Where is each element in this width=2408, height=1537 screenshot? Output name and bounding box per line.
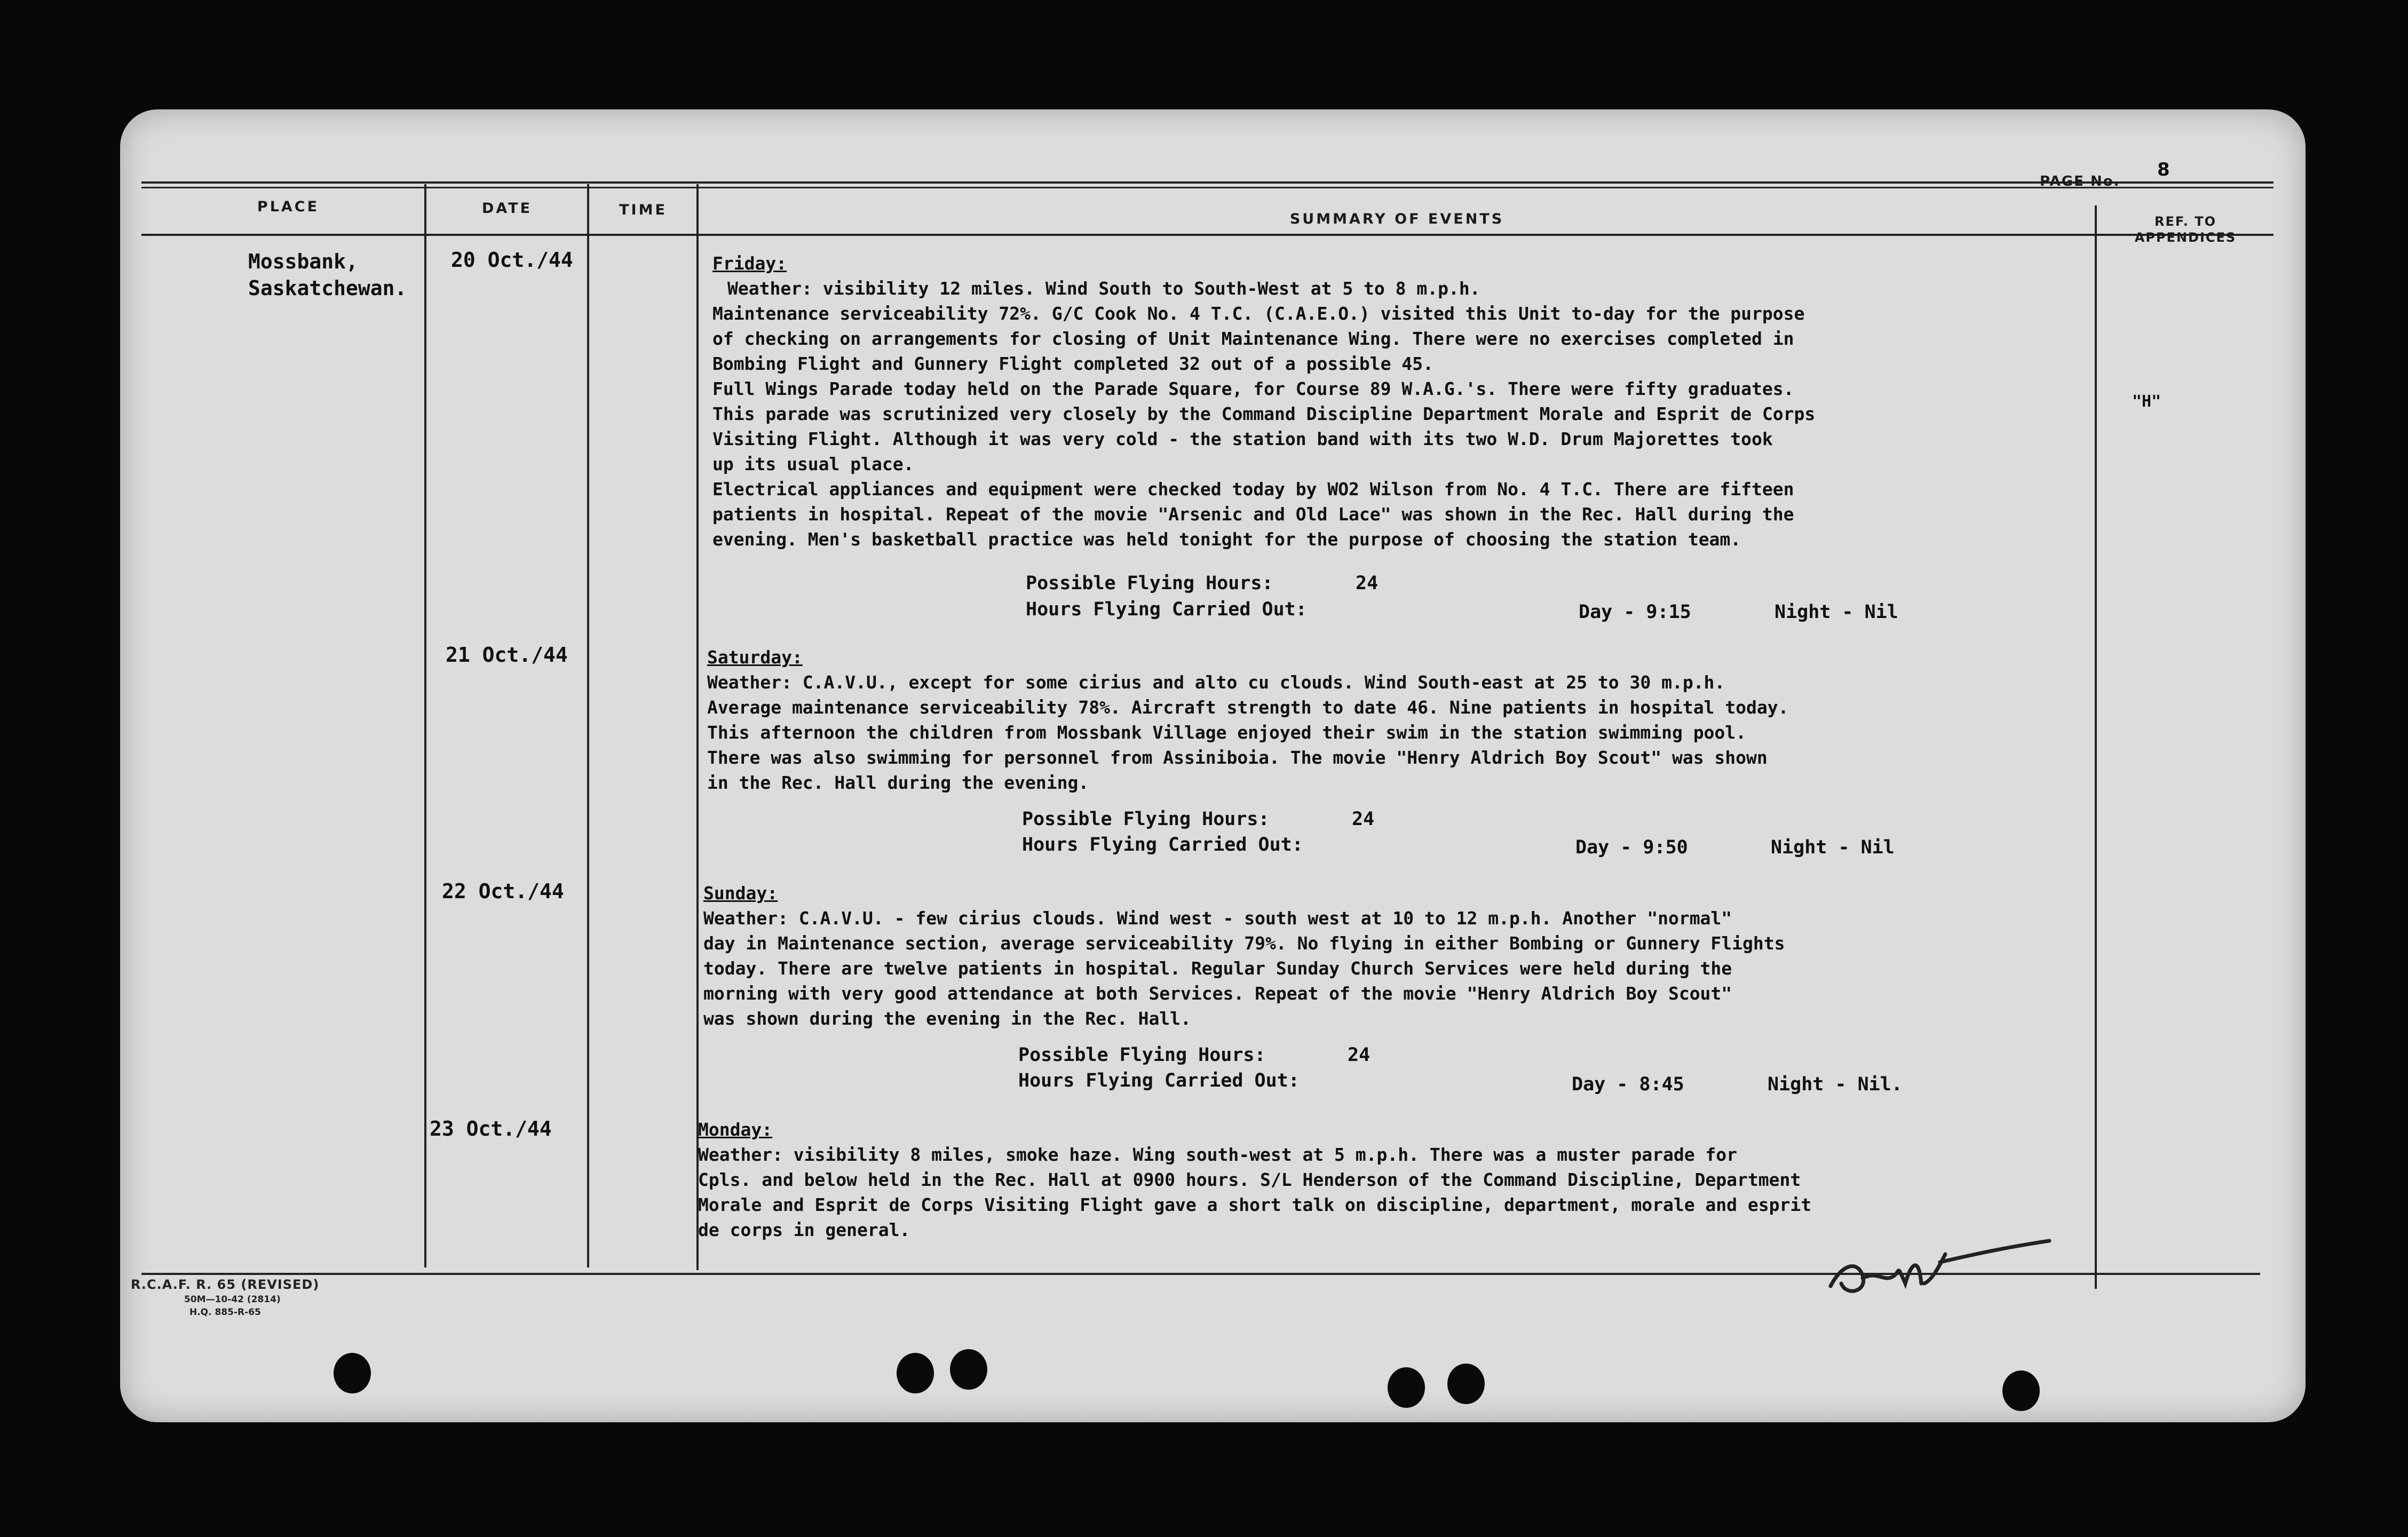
entry-line: day in Maintenance section, average serviceability 79%. No flying in either Bombing or Gunnery Flights	[703, 933, 1785, 954]
form-number-line-1: R.C.A.F. R. 65 (REVISED)	[131, 1277, 320, 1292]
entry-line: Maintenance serviceability 72%. G/C Cook No. 4 T.C. (C.A.E.O.) visited this Unit to-day for the purpose	[712, 303, 1805, 324]
header-top-rule-2	[141, 187, 2274, 188]
date-entry: 21 Oct./44	[446, 643, 568, 667]
night-hours: Night - Nil.	[1768, 1074, 1903, 1095]
day-heading: Saturday:	[707, 647, 803, 668]
time-summary-divider	[696, 184, 699, 1270]
possible-flying-hours-label: Possible Flying Hours:	[1018, 1044, 1266, 1066]
summary-entry-monday	[698, 1117, 2086, 1242]
place-entry	[248, 248, 407, 302]
possible-flying-hours-value: 24	[1356, 573, 1379, 594]
place-line-1: Mossbank,	[248, 250, 358, 273]
possible-flying-hours-value: 24	[1352, 809, 1375, 830]
entry-line: Morale and Esprit de Corps Visiting Flight gave a short talk on discipline, department, morale and esprit	[698, 1194, 1812, 1215]
night-hours: Night - Nil	[1775, 601, 1898, 623]
possible-flying-hours-value: 24	[1348, 1044, 1371, 1066]
summary-entry-sunday	[703, 881, 2091, 1031]
binder-hole	[1388, 1367, 1425, 1408]
hours-carried-out-label: Hours Flying Carried Out:	[1026, 599, 1307, 620]
date-entry: 22 Oct./44	[442, 880, 564, 903]
day-hours: Day - 8:45	[1572, 1074, 1684, 1095]
entry-line: today. There are twelve patients in hospital. Regular Sunday Church Services were held during the	[703, 958, 1732, 979]
place-date-divider	[424, 184, 426, 1267]
binder-hole	[1447, 1364, 1485, 1404]
page-number-label: PAGE No.	[2040, 173, 2120, 189]
entry-line: morning with very good attendance at both Services. Repeat of the movie "Henry Aldrich Boy Scout"	[703, 983, 1732, 1004]
possible-flying-hours-label: Possible Flying Hours:	[1026, 573, 1273, 594]
possible-flying-hours-label: Possible Flying Hours:	[1022, 809, 1270, 830]
entry-line: Full Wings Parade today held on the Parade Square, for Course 89 W.A.G.'s. There were fifty graduates.	[712, 378, 1794, 399]
binder-hole	[950, 1349, 987, 1390]
entry-line: Bombing Flight and Gunnery Flight completed 32 out of a possible 45.	[712, 353, 1434, 374]
header-bottom-rule	[141, 234, 2274, 236]
date-entry: 23 Oct./44	[430, 1117, 552, 1140]
day-heading: Sunday:	[703, 883, 778, 904]
hours-carried-out-label: Hours Flying Carried Out:	[1022, 834, 1303, 855]
summary-entry-saturday	[707, 645, 2095, 795]
binder-hole	[334, 1353, 371, 1393]
day-hours: Day - 9:50	[1575, 837, 1688, 858]
page-number: 8	[2157, 159, 2170, 180]
summary-entry-friday	[712, 251, 2100, 552]
form-number-line-3: H.Q. 885-R-65	[189, 1307, 261, 1318]
signature-mark	[1825, 1233, 2060, 1308]
entry-line: This afternoon the children from Mossbank Village enjoyed their swim in the station swimming pool.	[707, 722, 1747, 743]
day-hours: Day - 9:15	[1579, 601, 1691, 623]
day-heading: Monday:	[698, 1119, 773, 1140]
day-heading: Friday:	[712, 253, 787, 274]
entry-line: Cpls. and below held in the Rec. Hall at 0900 hours. S/L Henderson of the Command Discipline, Department	[698, 1169, 1801, 1190]
entry-line: There was also swimming for personnel from Assiniboia. The movie "Henry Aldrich Boy Scout" was shown	[707, 747, 1768, 768]
entry-line: Visiting Flight. Although it was very cold - the station band with its two W.D. Drum Majorettes took	[712, 429, 1773, 449]
column-header-time: TIME	[619, 202, 667, 218]
column-header-ref: REF. TO APPENDICES	[2134, 214, 2237, 245]
entry-line: was shown during the evening in the Rec. Hall.	[703, 1008, 1191, 1029]
form-number-line-2: 50M—10-42 (2814)	[184, 1294, 281, 1305]
column-header-place: PLACE	[257, 199, 320, 215]
header-top-rule	[141, 181, 2274, 184]
entry-line: Weather: C.A.V.U. - few cirius clouds. Wind west - south west at 10 to 12 m.p.h. Another "normal"	[703, 908, 1732, 929]
entry-line: de corps in general.	[698, 1219, 910, 1240]
column-header-summary: SUMMARY OF EVENTS	[1289, 211, 1504, 227]
entry-line: Electrical appliances and equipment were checked today by WO2 Wilson from No. 4 T.C. There are fifteen	[712, 479, 1794, 500]
entry-line: in the Rec. Hall during the evening.	[707, 772, 1089, 793]
entry-line: This parade was scrutinized very closely by the Command Discipline Department Morale and Esprit de Corps	[712, 403, 1816, 424]
date-time-divider	[587, 184, 589, 1267]
night-hours: Night - Nil	[1771, 837, 1895, 858]
binder-hole	[897, 1353, 934, 1393]
appendix-reference: "H"	[2132, 392, 2161, 411]
entry-line: of checking on arrangements for closing of Unit Maintenance Wing. There were no exercises completed in	[712, 328, 1794, 349]
entry-line: Average maintenance serviceability 78%. Aircraft strength to date 46. Nine patients in hospital today.	[707, 697, 1789, 718]
place-line-2: Saskatchewan.	[248, 276, 407, 300]
binder-hole	[2002, 1370, 2040, 1411]
entry-line: Weather: visibility 8 miles, smoke haze. Wing south-west at 5 m.p.h. There was a muster parade for	[698, 1144, 1738, 1165]
column-header-date: DATE	[481, 200, 533, 217]
entry-line: evening. Men's basketball practice was held tonight for the purpose of choosing the station team.	[712, 529, 1741, 550]
form-number	[131, 1277, 319, 1318]
date-entry: 20 Oct./44	[451, 248, 573, 272]
entry-line: up its usual place.	[712, 454, 914, 474]
entry-line: patients in hospital. Repeat of the movie "Arsenic and Old Lace" was shown in the Rec. Hall during the	[712, 504, 1794, 525]
entry-line: Weather: visibility 12 miles. Wind South to South-West at 5 to 8 m.p.h.	[727, 278, 1480, 299]
hours-carried-out-label: Hours Flying Carried Out:	[1018, 1070, 1300, 1091]
entry-line: Weather: C.A.V.U., except for some cirius and alto cu clouds. Wind South-east at 25 to 30 m.p.h.	[707, 672, 1725, 693]
